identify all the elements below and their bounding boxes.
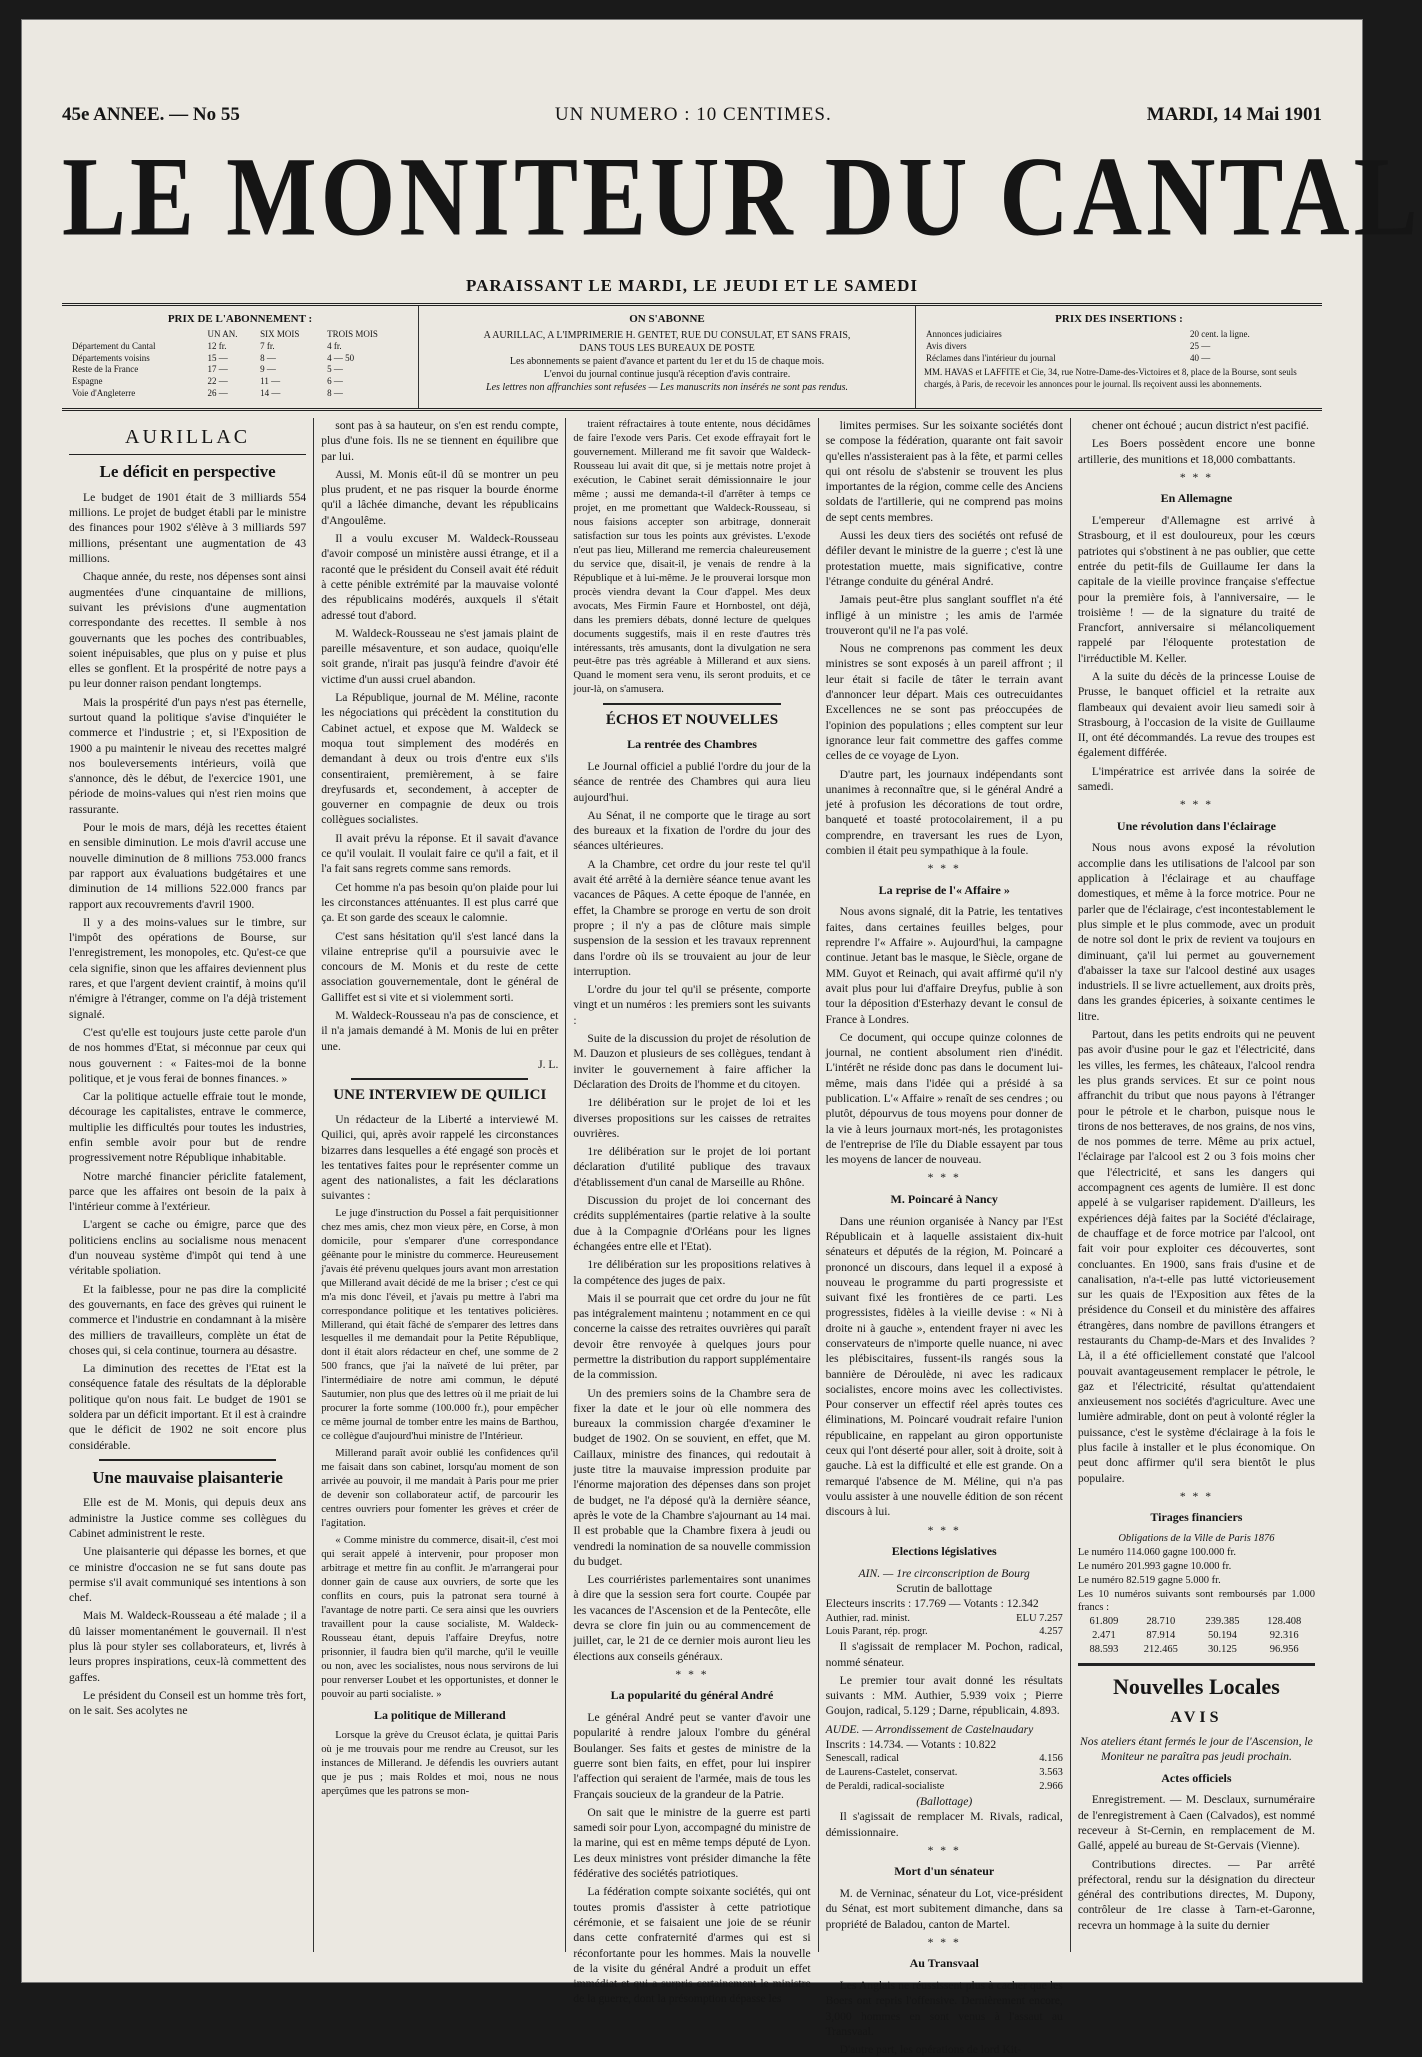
paragraph: Enregistrement. — M. Desclaux, surnuméraire de l'enregistrement à Caen (Calvados), est nommé receveur à St-Cernin, en remplacement de M. Gallé, appelé au bureau de St-Gervais (Vienne). (1077, 1793, 1316, 1853)
separator-stars: * * * (675, 1667, 709, 1681)
article-subheading: La popularité du général André (610, 1688, 774, 1703)
table-row: Espagne 22 — 11 — 6 — (72, 376, 343, 387)
article-subheading: Tirages financiers (1150, 1510, 1243, 1525)
paragraph: Il s'agissait de remplacer M. Pochon, radical, nommé sénateur. (825, 1640, 1063, 1669)
paragraph: Elle est de M. Monis, qui depuis deux ans administre la Justice comme ses collègues du Cabinet administrent le reste. (69, 1496, 307, 1540)
subscription-info-title: ON S'ABONNE (629, 313, 705, 325)
article-heading: ÉCHOS ET NOUVELLES (605, 712, 779, 729)
paragraph: C'est qu'elle est toujours juste cette parole d'un de nos hommes d'Etat, si méconnue par ceux qui nous gouvernent : « Faites-moi de la bonne politique, et je vous ferai de bonnes finances. » (69, 1025, 307, 1085)
divider (351, 1078, 528, 1080)
paragraph: Un rédacteur de la Liberté a interviewé M. Quilici, qui, après avoir rappelé les circonstances bizarres dans lesquelles a été engagé son procès et les tentatives faites pour le représenter comme un agent des nationalistes, a fait les déclarations suivantes : (321, 1112, 559, 1203)
column-1 (62, 418, 313, 1952)
divider (603, 703, 780, 705)
table-row: Senescall, radical 4.156 (825, 1753, 1063, 1765)
paragraph: Suite de la discussion du projet de résolution de M. Dauzon et plusieurs de ses collègues, tendant à inviter le gouvernement à faire afficher la Déclaration des Droits de l'homme et du citoyen. (573, 1032, 811, 1091)
paragraph: Partout, dans les petits endroits qui ne peuvent pas avoir d'usine pour le gaz et l'électricité, dans les villes, les fermes, les châteaux, l'alcool rendra les plus grands services. Et sur ce point nous affranchit du tribut que nous payons à l'étranger pour le pétrole et le charbon, puisque nous le tirons de nos betteraves, de nos grains, de nos vins, de nos pommes de terre. Même au prix actuel, l'éclairage par l'alcool est 2 ou 3 fois moins cher que l'électricité, et sans les dangers qui accompagnent ces agents de lumière. Il est donc appelé à se vulgariser rapidement. D'ailleurs, les expériences déjà faites par la Société d'éclairage, de chauffage et de force motrice par l'alcool, ont fait voir pour exploiter ces découvertes, sont concluantes. En 1900, sans frais d'usine et de canalisation, n'a-t-elle pas lutté victorieusement sur les quais de l'Exposition aux fêtes de la présidence du Conseil et du ministère des affaires étrangères, dans nombre de pavillons étrangers et restaurants du Champ-de-Mars et des Invalides ? Là, il a été officiellement constaté que l'alcool pouvait avantageusement remplacer le pétrole, le gaz et l'électricité, résultat qu'attendaient anxieusement nos sociétés d'agriculture. Avec une lumière admirable, dont on peut à volonté régler la puissance, c'est le système d'éclairage à la fois le plus facile à installer et le plus économique. On peut donc affirmer qu'il sera bientôt le plus populaire. (1077, 1028, 1316, 1485)
article-subheading: M. Poincaré à Nancy (890, 1191, 998, 1206)
paragraph: sont pas à sa hauteur, on s'en est rendu compte, plus d'une fois. Ils ne se tiennent en équilibre que par lui. (321, 419, 559, 463)
paragraph: L'empereur d'Allemagne est arrivé à Strasbourg, et il est douloureux, pour les cœurs patriotes qui s'obstinent à ne pas oublier, que cette entrée du petit-fils de Guillaume Ier dans la capitale de la vieille province française s'effectue pour la première fois, à l'anniversaire, — le troisième ! — de la signature du traité de Francfort, anniversaire si mélancoliquement rappelé par l'éloquente protestation de l'irréductible M. Keller. (1077, 514, 1316, 665)
paragraph: Car la politique actuelle effraie tout le monde, décourage les capitalistes, entrave le commerce, multiplie les difficultés pour toutes les industries, enfin semble avoir pour but de rendre progressivement notre République inhabitable. (69, 1090, 307, 1165)
paragraph: Nous ne comprenons pas comment les deux ministres se sont exposés à un pareil affront ; il leur était si facile de tâter le terrain avant d'annoncer leur départ. Mais ces outrecuidantes Excellences ne se sont pas préoccupées de l'opinion des populations ; elles comptent sur leur ignorance leur fait commettre des gaffes comme celles de ce voyage de Lyon. (825, 642, 1063, 763)
table-row: Voie d'Angleterre 26 — 14 — 8 — (72, 387, 343, 398)
notice-title: AVIS (1170, 1708, 1223, 1726)
agency-note: MM. HAVAS et LAFFITE et Cie, 34, rue Notre-Dame-des-Victoires et 8, place de la Bourse, sont seuls chargés, à Paris, de recevoir les annonces pour le journal. Ils reçoivent aussi les abonnements. (924, 367, 1297, 390)
paragraph: Le général André peut se vanter d'avoir une popularité à rendre jaloux l'ombre du général Boulanger. Ses faits et gestes de ministre de la guerre sont bien faits, en effet, pour lui inspirer l'affection qui seraient de l'armée, mais de tous les Français soucieux de la grandeur de la Patrie. (573, 1711, 811, 1801)
table-row: 2.471 87.914 50.194 92.316 (1092, 1630, 1299, 1642)
lottery-subtitle: Obligations de la Ville de Paris 1876 (1118, 1533, 1275, 1545)
paragraph: 1re délibération sur les propositions relatives à la compétence des juges de paix. (573, 1258, 811, 1287)
signature: J. L. (538, 1057, 559, 1071)
paragraph: Discussion du projet de loi concernant des crédits supplémentaires (partie relative à la soulte due à la Compagnie d'Orléans pour les lignes échangées entre elle et l'Etat). (573, 1194, 811, 1253)
paragraph: traient réfractaires à toute entente, nous décidâmes de faire l'exode vers Paris. Cet exode effrayait fort le gouvernement. Millerand me fit savoir que Waldeck-Rousseau lui avait dit que, si je mettais notre projet à exécution, le Cabinet serait démissionnaire le jour même ; aussi me demanda-t-il d'arrêter à temps ce projet, en me promettant que Waldeck-Rousseau, si nous faisions accepter son arbitrage, donnerait satisfaction sur tous les points aux grévistes. L'exode n'eut pas lieu, Millerand me remercia chaleureusement du service que, disait-il, je venais de rendre à la République et à lui-même. Je le prouverai lorsque mon procès viendra devant la Cour d'appel. Mes deux avocats, Mes Firmin Faure et Hornbostel, ont déjà, dans les premiers débats, donné lecture de quelques documents suggestifs, mais il en reste d'autres très intéressants, très amusants, dont la divulgation ne sera peut-être pas très agréable à Millerand et aux siens. Quand le moment sera venu, ils seront produits, et ce jour-là, on s'amusera. (573, 419, 811, 696)
col-header: TROIS MOIS (327, 329, 378, 340)
table-row: Authier, rad. minist. ELU 7.257 (825, 1612, 1063, 1624)
paragraph: Notre marché financier périclite fatalement, parce que les affaires ont besoin de la paix à l'intérieur comme à l'extérieur. (69, 1169, 307, 1214)
column-2 (313, 418, 565, 1952)
paragraph: Nous avons signalé, dit la Patrie, les tentatives faites, dans certaines feuilles belges, pour reprendre l'« Affaire ». Aujourd'hui, la campagne continue. Jetant bas le masque, le Siècle, organe de MM. Guyot et Reinach, qui avait affirmé qu'il n'y avait plus pour lui d'affaire Dreyfus, publie à son tour la déposition d'Esterhazy devant le consul de France à Londres. (825, 905, 1063, 1026)
paragraph: Et la faiblesse, pour ne pas dire la complicité des gouvernants, en face des grèves qui ruinent le commerce et l'industrie en condamnant à la misère des milliers de travailleurs, complète un état de choses qui, si cela continue, tournera au désastre. (69, 1282, 307, 1357)
paragraph: D'autre part, les journaux indépendants sont unanimes à reconnaître que, si le général André a jeté à profusion les décorations de tout ordre, banqueté et toasté protocolairement, il a pu comprendre, en traversant les rues de Lyon, combien il était peu sympathique à la foule. (825, 767, 1063, 858)
paragraph: Ce document, qui occupe quinze colonnes de journal, ne contient absolument rien d'inédit. L'intérêt ne réside donc pas dans le document lui-même, mais dans l'idée qui a présidé à sa publication. L'« Affaire » renaît de ses cendres ; ou plutôt, dépourvus de tous moyens pour donner de la vie à leurs journaux mort-nés, les protagonistes de l'entreprise de l'île du Diable essayent par tous les moyens de lancer de nouveau. (825, 1030, 1063, 1167)
paragraph: 1re délibération sur le projet de loi portant déclaration d'utilité publique des travaux d'établissement d'un canal de Marseille au Rhône. (573, 1145, 811, 1189)
masthead-title: LE MONITEUR DU CANTAL (62, 132, 1422, 260)
article-columns (62, 418, 1322, 2057)
divider (99, 1459, 276, 1461)
table-row: 88.593 212.465 30.125 96.956 (1089, 1643, 1299, 1655)
paragraph: M. Waldeck-Rousseau n'a pas de conscience, et il n'a jamais demandé à M. Monis de lui en prêter une. (321, 1008, 559, 1053)
table-row: de Peraldi, radical-socialiste 2.966 (825, 1781, 1063, 1793)
paragraph: Millerand paraît avoir oublié les confidences qu'il me faisait dans son cabinet, lorsqu'au moment de son arrivée au pouvoir, il me mandait à Paris pour me prier de devenir son collaborateur actif, de parcourir les centres ouvriers pour fomenter les grèves et créer de l'agitation. (321, 1448, 559, 1530)
paragraph: Aussi, M. Monis eût-il dû se montrer un peu plus prudent, et ne pas risquer la bourde énorme qu'il a lâchée dimanche, devant les républicains d'Angoulême. (321, 467, 559, 527)
paragraph: Les Boers possèdent encore une bonne artillerie, des munitions et 18,000 combattants. (1077, 437, 1316, 466)
table-row: de Laurens-Castelet, conservat. 3.563 (825, 1767, 1063, 1779)
paragraph: L'argent se cache ou émigre, parce que des politiciens enclins au socialisme nous menacent d'un nouveau système d'impôt qui tend à une véritable spoliation. (69, 1218, 307, 1278)
article-heading: Une mauvaise plaisanterie (92, 1467, 283, 1487)
column-3 (565, 418, 817, 2006)
paragraph: Lorsque la grève du Creusot éclata, je quittai Paris où je me trouvais pour me rendre au Creusot, sur les instances de Millerand. Je défendis les ouvriers autant que je pus ; mais Roldes et moi, nous ne nous aperçûmes que les patrons se mon- (321, 1730, 559, 1798)
table-row: Département du Cantal 12 fr. 7 fr. 4 fr. (72, 340, 342, 351)
paragraph: Aussi les deux tiers des sociétés ont refusé de défiler devant le ministre de la guerre ; c'est là une protestation muette, mais significative, contre l'étrange conduite du général André. (825, 529, 1063, 588)
paragraph: L'impératrice est arrivée dans la soirée de samedi. (1077, 764, 1316, 794)
subscription-prices-title: PRIX DE L'ABONNEMENT : (167, 313, 313, 325)
paragraph: La diminution des recettes de l'Etat est la conséquence fatale des résultats de la déplorable politique qu'on nous fait. Le budget de 1901 se soldera par un déficit important. Et il est à craindre que le déficit de 1902 ne soit encore plus considérable. (69, 1362, 307, 1452)
col-header: SIX MOIS (260, 329, 300, 340)
paragraph: La République, journal de M. Méline, raconte les négociations qui précèdent la constitution du Cabinet actuel, et expose que M. Waldeck se moqua tout simplement des modérés en demandant à deux ou trois d'entre eux s'ils consentiraient, premièrement, à se faire dreyfusards et, secondement, à accepter de gouverner en compagnie de deux ou trois collègues socialistes. (321, 691, 559, 827)
info-banner (62, 303, 1322, 411)
paragraph: chener ont échoué ; aucun district n'est pacifié. (1091, 419, 1309, 432)
paragraph: « Comme ministre du commerce, disait-il, c'est moi qui serait appelé à intervenir, pour proposer mon arbitrage et mettre fin au conflit. Je m'arrangerai pour donner gain de cause aux ouvriers, de sorte que les conflits en cours, puis la patronat sera tourné à l'avantage de notre parti. Ce sera ainsi que les ouvriers travaillent pour la cause socialiste, M. Waldeck-Rousseau étant, depuis l'affaire Dreyfus, notre prisonnier, il faudra bien qu'il marche, qu'il le veuille ou non, avec les socialistes, nous nous servirons de lui pour renverser Loubet et les opportunistes, et donner le pouvoir au parti socialiste. » (321, 1535, 559, 1700)
paragraph: Le budget de 1901 était de 3 milliards 554 millions. Le projet de budget établi par le ministre des finances pour 1902 s'élève à 3 milliards 597 millions, présentant une augmentation de 43 millions. (69, 490, 307, 566)
paragraph: limites permises. Sur les soixante sociétés dont se compose la fédération, quarante ont fait savoir qu'elles n'assisteraient pas à la fête, et parmi celles qui ont résolu de s'abstenir se trouvent les plus importantes de la région, comme celle des Anciens soldats de l'artillerie, qui ne comprend pas moins de sept cents membres. (825, 419, 1063, 524)
column-5 (1070, 418, 1322, 1952)
table-row: Annonces judiciaires 20 cent. la ligne. (926, 329, 1250, 340)
paragraph: La fédération compte soixante sociétés, qui ont toutes promis d'assister à cette patriotique cérémonie, et se faisaient une joie de se réunir dans cette confraternité d'armes qui est si réconfortante pour les hommes. Mais la nouvelle de la visite du général André a produit un effet immédiat et qui a surpris certainement le ministre de la guerre, dont la présomption dépasse les (573, 1885, 811, 2006)
paragraph: Les courriéristes parlementaires sont unanimes à dire que la session sera fort courte. Coupée par les vacances de l'Ascension et de la Pentecôte, elle devra se clore fin juin ou au commencement de juillet, car, le 21 de ce dernier mois auront lieu les élections aux conseils généraux. (573, 1573, 811, 1663)
article-subheading: En Allemagne (1160, 491, 1233, 506)
paragraph: 1re délibération sur le projet de loi et les diverses propositions sur les caisses de retraites ouvrières. (573, 1096, 811, 1140)
article-heading: UNE INTERVIEW DE QUILICI (333, 1087, 547, 1104)
separator-stars: * * * (927, 1523, 961, 1537)
separator-stars: * * * (1179, 470, 1213, 484)
table-row: 61.809 28.710 239.385 128.408 (1089, 1616, 1302, 1628)
paragraph: Chaque année, du reste, nos dépenses sont ainsi augmentées d'une cinquantaine de millions, suivant les prévisions d'une augmentation correspondante des recettes. Il semble à nos gouvernants que les poches des contribuables, soient inépuisables, que plus on y puise et plus elles se gonflent. Et la prospérité de notre pays a pu leur donner raison pendant longtemps. (69, 570, 307, 691)
paragraph: Au Sénat, il ne comporte que le tirage au sort des bureaux et la fixation de l'ordre du jour des séances ultérieures. (573, 808, 811, 853)
paragraph: Cet homme n'a pas besoin qu'on plaide pour lui les circonstances atténuantes. Il est plus carré que ça. Et son garde des sceaux le calomnie. (321, 880, 559, 925)
paragraph: L'ordre du jour tel qu'il se présente, comporte vingt et un numéros : les premiers sont les suivants : (573, 983, 811, 1027)
subscription-table (70, 329, 410, 399)
paragraph: D'autre part, les opérations de lord Kit- (839, 2043, 1022, 2057)
col-header: UN AN. (207, 329, 238, 340)
paragraph: C'est sans hésitation qu'il s'est lancé dans la vilaine entreprise qu'il a poursuivie avec le concours de M. Monis et du reste de cette association gouvernementale, dont le général de Galliffet est si vite et si violemment sorti. (321, 929, 559, 1004)
article-subheading: La reprise de l'« Affaire » (878, 882, 1010, 897)
section-title: Nouvelles Locales (1078, 1663, 1315, 1701)
paragraph: Il s'agissait de remplacer M. Rivals, radical, démissionnaire. (825, 1810, 1063, 1839)
paragraph: On sait que le ministre de la guerre est parti samedi soir pour Lyon, accompagné du ministre de la marine, qui est en même temps député de Lyon. Les deux ministres vont présider dimanche la fête fédérative des sociétés patriotiques. (573, 1805, 811, 1881)
section-title: AURILLAC (69, 424, 306, 455)
article-subheading: Elections législatives (891, 1543, 997, 1558)
insertion-table (924, 329, 1314, 364)
separator-stars: * * * (927, 862, 961, 876)
article-subheading: La politique de Millerand (373, 1707, 506, 1722)
paragraph: Pour le mois de mars, déjà les recettes étaient en sensible diminution. Le mois d'avril accuse une nouvelle diminution de 8 millions 753.000 francs par rapport aux évaluations budgétaires et une diminution de 14 millions 522.000 francs par rapport aux recouvrements d'avril 1900. (69, 821, 307, 911)
notice-text: Nos ateliers étant fermés le jour de l'Ascension, le Moniteur ne paraîtra pas jeudi prochain. (1080, 1734, 1313, 1764)
lottery-results: Tirages financiers Obligations de la Ville de Paris 1876 Le numéro 114.060 gagne 100.000 fr. Le numéro 201.993 gagne 10.000 fr. Le numéro 82.519 gagne 5.000 fr. Les 10 numéros suivants sont remboursés par 1.000 francs : 61.809 28.710 239.385 128.408 2.471 87.914 50.194 92.316 88.593 212.465 30.125 96.956 (1077, 1510, 1316, 1655)
newspaper-page (22, 20, 1422, 2057)
election-stats: Inscrits : 14.734. — Votants : 10.822 (825, 1738, 997, 1752)
paragraph: Un des premiers soins de la Chambre sera de fixer la date et le jour où elle nommera des bureaux la commission chargée d'examiner le budget de 1902. On se souvient, en effet, que M. Caillaux, ministre des finances, qui redoutait à juste titre la mauvaise impression produite par l'énorme majoration des dépenses dans son projet de budget, ne l'a déposé qu'à la dernière séance, après le vote de la Chambre s'ajournant au 14 mai. Il est probable que la Chambre fixera à jeudi ou vendredi la nomination de sa nouvelle commission du budget. (573, 1386, 811, 1568)
paragraph: Les Anglais ne réussissent plus à cacher que les Boers ont repris l'offensive. Dernièrement encore, 3,000 hommes en sont venus à l'assaut au Transvaal. (825, 1978, 1063, 2038)
paragraph: M. Waldeck-Rousseau ne s'est jamais plaint de pareille mésaventure, et son audace, quoiqu'elle soit grande, n'irait pas jusqu'à feindre d'avoir été victime d'un aussi cruel abandon. (321, 626, 559, 686)
election-district: AIN. — 1re circonscription de Bourg (858, 1566, 1030, 1580)
issue-date: MARDI, 14 Mai 1901 (1146, 104, 1322, 125)
paragraph: Le président du Conseil est un homme très fort, on le sait. Ses acolytes ne (69, 1688, 307, 1718)
paragraph: Une plaisanterie qui dépasse les bornes, et que ce ministre d'occasion ne se fut sans doute pas permise s'il avait communiqué ses intentions à son chef. (69, 1545, 307, 1605)
masthead-subtitle: PARAISSANT LE MARDI, LE JEUDI ET LE SAMEDI (466, 276, 918, 295)
paragraph: A la suite du décès de la princesse Louise de Prusse, le banquet officiel et la retraite aux flambeaux qui devaient avoir lieu samedi soir à Strasbourg, à l'occasion de la visite de Guillaume II, ont été décommandés. La revue des troupes est également différée. (1077, 669, 1316, 760)
article-subheading: Au Transvaal (909, 1956, 979, 1971)
table-row: Départements voisins 15 — 8 — 4 — 50 (72, 352, 355, 363)
paragraph: Il a voulu excuser M. Waldeck-Rousseau d'avoir composé un ministère aussi étrange, et il a raconté que le président du Conseil avait été réduit à cette pénible extrémité par la mauvaise volonté des républicains modérés, auxquels il s'était adressé tout d'abord. (321, 532, 559, 622)
article-subheading: La rentrée des Chambres (627, 737, 757, 752)
subscription-prices (62, 306, 419, 408)
column-4 (818, 418, 1070, 2057)
table-row: Avis divers 25 — (926, 340, 1211, 351)
issue-price: UN NUMERO : 10 CENTIMES. (554, 104, 832, 125)
article-subheading: Une révolution dans l'éclairage (1116, 818, 1276, 833)
paragraph: Nous nous avons exposé la révolution accomplie dans les utilisations de l'alcool par son application à l'éclairage et au chauffage domestiques, et même à la force motrice. Pour ne parler que de l'éclairage, c'est incontestablement le plus simple et le plus commode, avec un produit de notre sol dont le prix de revient va toujours en diminuant, ça'il lui permet au gouvernement d'abaisser la taxe sur l'alcool destiné aux usages industriels. Il se livre actuellement, aux droits près, dans les grandes épiceries, à soixante centimes le litre. (1077, 841, 1316, 1023)
paragraph: Dans une réunion organisée à Nancy par l'Est Républicain et à laquelle assistaient dix-huit sénateurs et députés de la région, M. Poincaré a prononcé un discours, dans lequel il a exposé à nouveau le programme du parti progressiste et suivant fixé les frontières de ce parti. Les progressistes, fidèles à la vieille devise : « Ni à droite ni à gauche », entendent frayer ni avec les conservateurs de n'importe quelle nuance, ni avec les plébiscitaires, fussent-ils rangés sous la bannière de Déroulède, ni avec les radicaux socialistes, encore moins avec les collectivistes. Pour conserver un effectif réel après toutes ces éliminations, M. Poincaré voudrait refaire l'union républicaine, en rappelant au giron opportuniste ceux qui l'ont déserté pour aller, soit à droite, soit à gauche. Là est la difficulté et elle est grande. On a remarqué l'absence de M. Méline, qui n'a pas voulu assister à une nouvelle édition de son récent discours à lui. (825, 1214, 1063, 1519)
table-row: Reste de la France 17 — 9 — 5 — (72, 364, 343, 375)
separator-stars: * * * (927, 1171, 961, 1185)
article-heading: Le déficit en perspective (99, 462, 276, 482)
paragraph: Le juge d'instruction du Possel a fait perquisitionner chez mes amis, chez mon vieux père, en Corse, à mon domicile, pour s'emparer d'une correspondance géênante pour le ministre du commerce. Heureusement j'avais été prévenu quelques jours avant mon arrestation que Millerand avait décidé de me la briser ; c'est ce qui m'a mis donc l'éveil, et j'avais pu mettre à l'abri ma correspondance politique et les tentatives policières. Millerand, qui était fâché de s'emparer des lettres dans lesquelles il me demandait pour la Petite République, dont il était alors rédacteur en chef, une somme de 2 500 francs, que j'ai la naïveté de lui prêter, par l'intermédiaire de notre ami commun, le député Sautumier, non plus que des lettres où il me priait de lui procurer la forte somme (100.000 fr.), pour empêcher ce même journal de tomber entre les mains de Barthou, ce collègue d'aujourd'hui ministre de l'Intérieur. (321, 1207, 559, 1443)
election-stats: Electeurs inscrits : 17.769 — Votants : 12.342 (825, 1597, 1039, 1611)
vote-table (826, 1612, 1063, 1640)
paragraph: A la Chambre, cet ordre du jour reste tel qu'il avait été arrêté à la dernière séance tenue avant les vacances de Pâques. A cette époque de l'année, en effet, la Chambre se proroge en vertu de son droit propre ; il n'y a pas de clôture mais simple suspension de la session et les travaux reprennent dans l'ordre où ils se trouvaient au jour de leur interruption. (573, 857, 811, 978)
paragraph: Il y a des moins-values sur le timbre, sur l'impôt des opérations de Bourse, sur l'enregistrement, les monopoles, etc. Qu'est-ce que cela signifie, sinon que les affaires deviennent plus rares, et que l'argent devient craintif, à moins qu'il n'émigre à l'étranger, comme on l'a déjà tristement signalé. (69, 915, 307, 1021)
paragraph: Le premier tour avait donné les résultats suivants : MM. Authier, 5.939 voix ; Pierre Goujon, radical, 5.129 ; Darne, républicain, 4.893. (825, 1673, 1063, 1718)
vote-table (826, 1752, 1063, 1794)
paragraph: Mais M. Waldeck-Rousseau a été malade ; il a dû laisser momentanément le gouvernail. Il n'est plus là pour styler ses collaborateurs, et, livrés à leurs propres inspirations, ceux-là commettent des gaffes. (69, 1609, 307, 1684)
paragraph: Mais la prospérité d'un pays n'est pas éternelle, surtout quand la politique s'avise d'inquiéter le commerce et l'industrie ; et, si l'Exposition de 1900 a pu maintenir le niveau des recettes malgré nos bouleversements intérieurs, voilà que s'annonce, dès le début, de l'exercice 1901, une période de moins-values qui n'est rien moins que rassurante. (69, 695, 307, 816)
table-row: Louis Parant, rép. progr. 4.257 (825, 1626, 1063, 1638)
separator-stars: * * * (1179, 798, 1213, 812)
election-district: AUDE. — Arrondissement de Castelnaudary (825, 1722, 1034, 1736)
subscription-info: ON S'ABONNE A AURILLAC, A L'IMPRIMERIE H. GENTET, RUE DU CONSULAT, ET SANS FRAIS, DANS TOUS LES BUREAUX DE POSTE Les abonnements se paient d'avance et partent du 1er et du 15 de chaque mois. L'envoi du journal continue jusqu'à réception d'avis contraire. Les lettres non affranchies sont refusées — Les manuscrits non insérés ne sont pas rendus. (419, 306, 916, 408)
issue-number: 45e ANNEE. — No 55 (62, 104, 240, 125)
separator-stars: * * * (927, 1935, 961, 1949)
paragraph: Le Journal officiel a publié l'ordre du jour de la séance de rentrée des Chambres qui aura lieu aujourd'hui. (573, 760, 811, 804)
insertion-prices-title: PRIX DES INSERTIONS : (1055, 313, 1183, 325)
separator-stars: * * * (927, 1843, 961, 1857)
article-subheading: Actes officiels (1161, 1770, 1232, 1785)
paragraph: Jamais peut-être plus sanglant soufflet n'a été infligé à un ministre ; les amis de l'armée trouveront qu'il ne l'a pas volé. (825, 593, 1063, 637)
article-subheading: Mort d'un sénateur (894, 1864, 995, 1879)
paragraph: M. de Verninac, sénateur du Lot, vice-président du Sénat, est mort subitement dimanche, dans sa propriété de Baladou, canton de Martel. (825, 1886, 1063, 1931)
paragraph: Contributions directes. — Par arrêté préfectoral, rendu sur la désignation du directeur général des contributions directes, M. Dupony, contrôleur de 1re classe à Tarn-et-Garonne, recevra un hommage à la suite du dernier (1077, 1857, 1316, 1932)
separator-stars: * * * (1179, 1489, 1213, 1503)
ballot-note: (Ballottage) (916, 1794, 973, 1808)
lottery-table (1078, 1615, 1315, 1657)
paragraph: Mais il se pourrait que cet ordre du jour ne fût pas intégralement maintenu ; notamment en ce qui concerne la caisse des retraites ouvrières qui paraît devoir être renvoyée à quelques jours pour permettre la distribution du rapport supplémentaire de la commission. (573, 1291, 811, 1382)
insertion-prices (916, 306, 1322, 408)
paragraph: Il avait prévu la réponse. Et il savait d'avance ce qu'il voulait. Il voulait faire ce qu'il a fait, et il l'a fait sans regrets comme sans remords. (321, 831, 559, 876)
election-round: Scrutin de ballottage (896, 1581, 993, 1595)
issue-line (62, 104, 1322, 126)
table-row: Réclames dans l'intérieur du journal 40 — (926, 352, 1211, 363)
